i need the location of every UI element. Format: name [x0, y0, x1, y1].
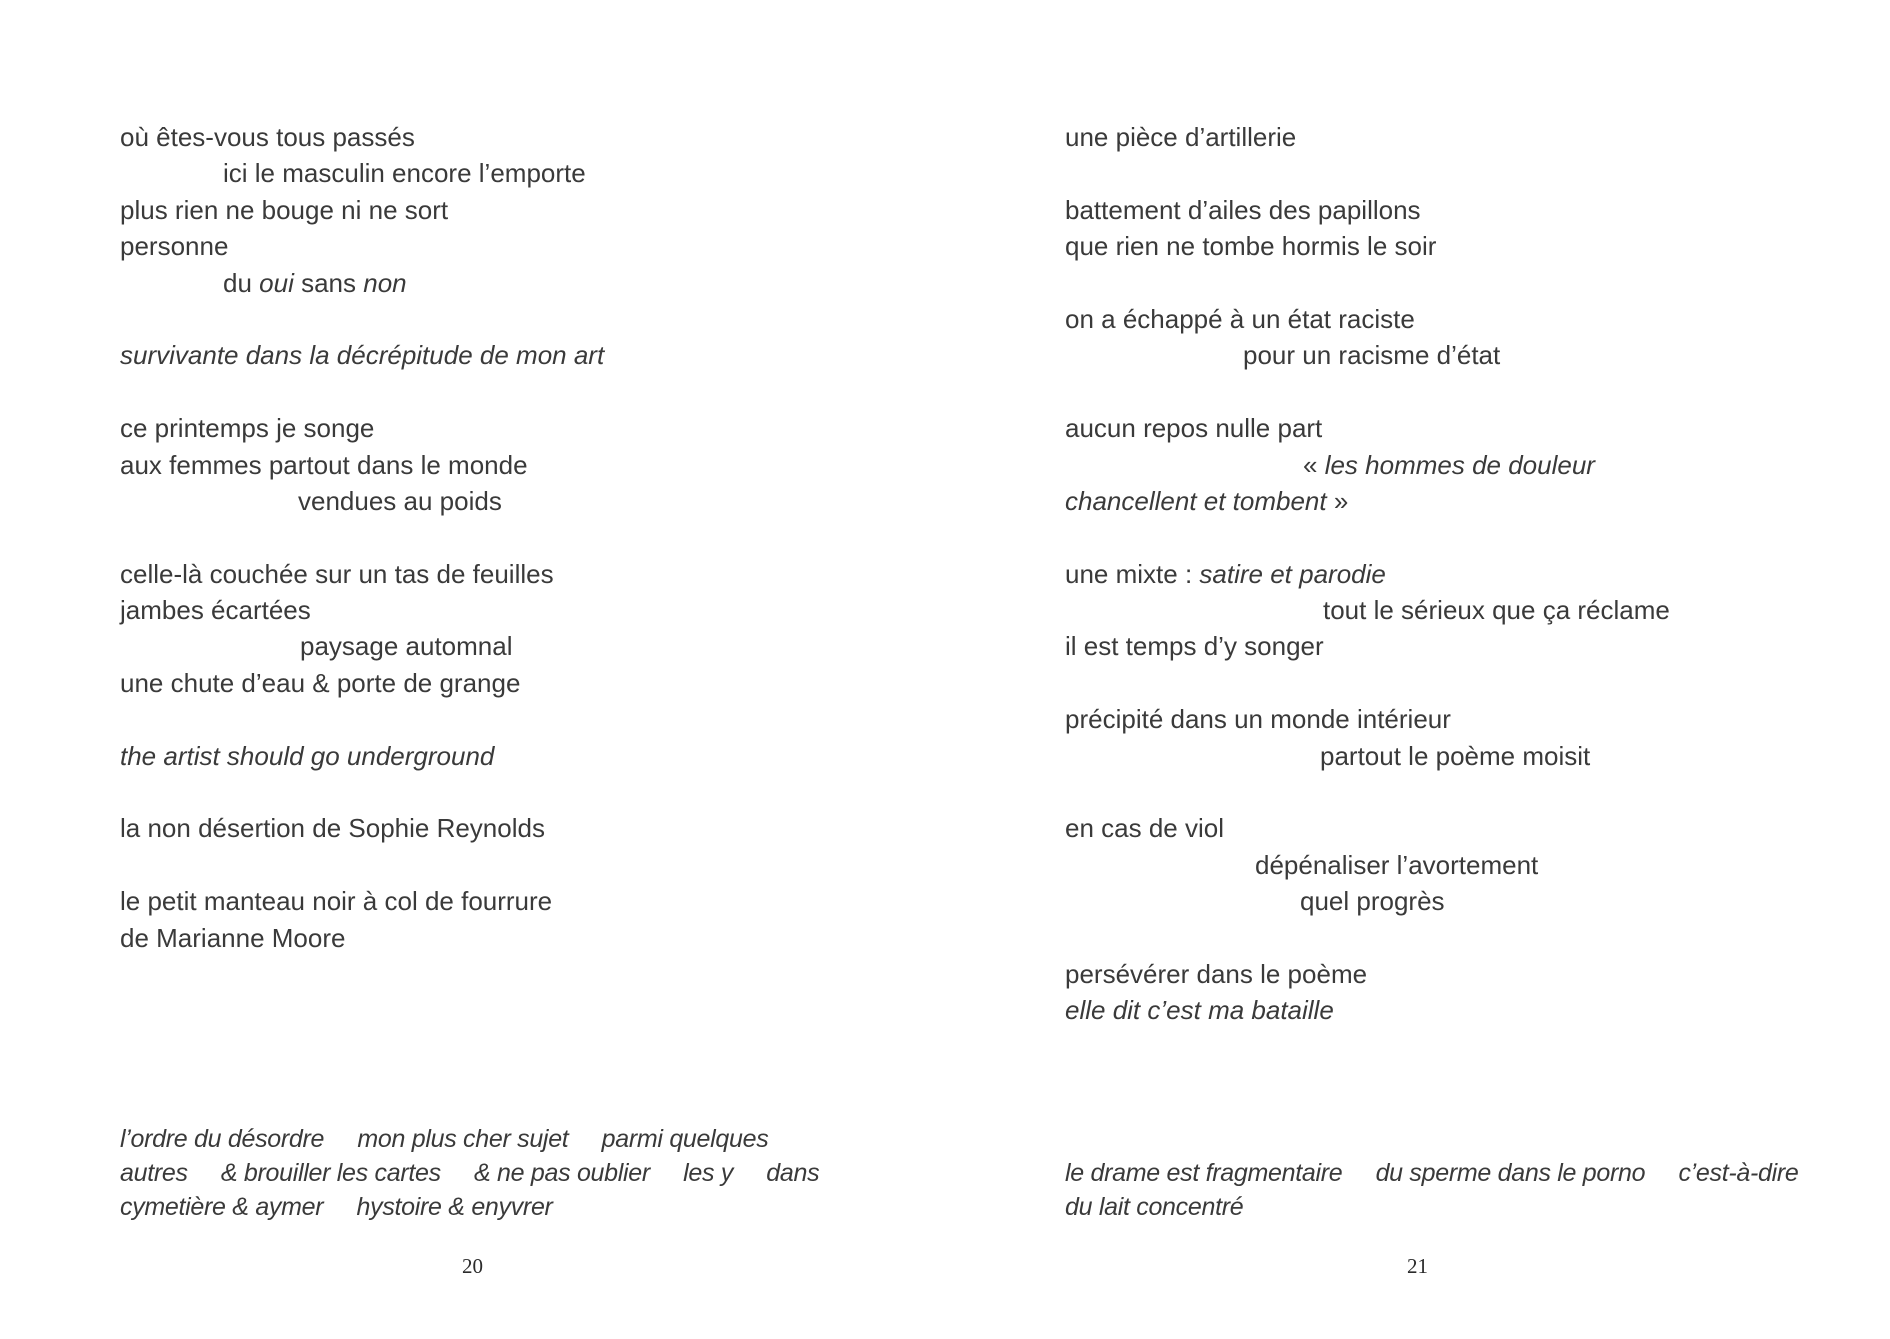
coda-line: cymetière & aymer hystoire & enyvrer	[120, 1193, 553, 1221]
poem-text-segment: le petit manteau noir à col de fourrure	[120, 886, 553, 917]
poem-text-segment: une mixte :	[1065, 558, 1200, 589]
blank-line	[120, 847, 860, 883]
poem-line	[1065, 483, 1845, 519]
poem-line	[1065, 228, 1845, 264]
poem-text-segment: non	[363, 267, 407, 298]
poem-text-segment: »	[1326, 485, 1349, 516]
poem-text-segment: persévérer dans le poème	[1065, 958, 1368, 989]
poem-text-segment: tout le sérieux que ça réclame	[1323, 595, 1670, 626]
poem-line	[120, 738, 860, 774]
poem-line	[120, 337, 860, 373]
poem-line	[120, 410, 860, 446]
left-page-coda-block	[120, 1122, 819, 1224]
poem-text-segment: battement d’ailes des papillons	[1065, 194, 1421, 225]
poem-line	[1065, 119, 1845, 155]
right-page-text-block	[1065, 119, 1845, 1029]
poem-text-segment: où êtes-vous tous passés	[120, 122, 415, 152]
poem-line	[1065, 992, 1845, 1028]
poem-line	[1320, 738, 1845, 774]
poem-line	[120, 556, 860, 592]
poem-line	[1065, 810, 1845, 846]
poem-text-segment: partout le poème moisit	[1320, 740, 1591, 771]
poem-text-segment: pour un racisme d’état	[1243, 340, 1501, 371]
poem-text-segment: la non désertion de Sophie Reynolds	[120, 813, 545, 844]
poem-text-segment: personne	[120, 231, 229, 262]
poem-line	[298, 483, 860, 519]
poem-line	[1065, 628, 1845, 664]
poem-text-segment: aux femmes partout dans le monde	[120, 449, 528, 480]
poem-text-segment: ce printemps je songe	[120, 413, 375, 444]
poem-line	[1323, 592, 1845, 628]
poem-text-segment: the artist should go underground	[120, 740, 495, 771]
poem-text-segment: une pièce d’artillerie	[1065, 122, 1297, 152]
poem-text-segment: vendues au poids	[298, 485, 502, 516]
poem-line	[300, 628, 860, 664]
blank-line	[1065, 774, 1845, 810]
poem-line	[120, 447, 860, 483]
poem-text-segment: quel progrès	[1300, 886, 1445, 917]
poem-text-segment: dépénaliser l’avortement	[1255, 849, 1539, 880]
poem-line	[1243, 337, 1845, 373]
poem-text-segment: aucun repos nulle part	[1065, 413, 1323, 444]
poem-text-segment: de Marianne Moore	[120, 922, 346, 953]
poem-line	[1065, 956, 1845, 992]
poem-text-segment: sans	[293, 267, 364, 298]
poem-line	[1065, 410, 1845, 446]
poem-text-segment: les hommes de douleur	[1324, 449, 1595, 480]
poem-text-segment: satire et parodie	[1199, 558, 1386, 589]
poem-text-segment: précipité dans un monde intérieur	[1065, 704, 1451, 735]
poem-line	[223, 265, 860, 301]
poem-text-segment: chancellent et tombent	[1065, 485, 1327, 516]
poem-line	[120, 119, 860, 155]
coda-line: l’ordre du désordre mon plus cher sujet parmi quelques	[120, 1125, 769, 1153]
poem-text-segment: celle-là couchée sur un tas de feuilles	[120, 558, 554, 589]
poem-text-segment: on a échappé à un état raciste	[1065, 303, 1415, 334]
poem-line	[120, 810, 860, 846]
blank-line	[1065, 265, 1845, 301]
page-number-right: 21	[1407, 1254, 1428, 1278]
blank-line	[120, 374, 860, 410]
coda-line: autres & brouiller les cartes & ne pas oublier les y dans	[120, 1159, 820, 1187]
left-page-text-block	[120, 119, 860, 956]
blank-line	[1065, 519, 1845, 555]
poem-line	[120, 920, 860, 956]
blank-line	[1065, 155, 1845, 191]
poem-text-segment: plus rien ne bouge ni ne sort	[120, 194, 449, 225]
page-number-left: 20	[462, 1254, 483, 1278]
poem-line	[223, 155, 860, 191]
coda-line: le drame est fragmentaire du sperme dans le porno c’est-à-dire	[1065, 1159, 1799, 1187]
blank-line	[120, 701, 860, 737]
poem-line	[1065, 192, 1845, 228]
poem-line	[1303, 447, 1845, 483]
poem-line	[1300, 883, 1845, 919]
poem-text-segment: une chute d’eau & porte de grange	[120, 667, 521, 698]
poem-text-segment: survivante dans la décrépitude de mon art	[120, 340, 605, 371]
right-page-coda-block	[1065, 1156, 1799, 1224]
poem-text-segment: que rien ne tombe hormis le soir	[1065, 231, 1437, 262]
poem-line	[120, 192, 860, 228]
poem-text-segment: en cas de viol	[1065, 813, 1224, 844]
poem-text-segment: «	[1303, 449, 1325, 480]
blank-line	[1065, 374, 1845, 410]
poem-text-segment: oui	[259, 267, 294, 298]
poem-text-segment: ici le masculin encore l’emporte	[223, 158, 586, 189]
poem-text-segment: jambes écartées	[120, 595, 311, 626]
blank-line	[120, 774, 860, 810]
poem-text-segment: elle dit c’est ma bataille	[1065, 995, 1334, 1026]
blank-line	[120, 519, 860, 555]
poem-line	[1065, 301, 1845, 337]
poem-line	[120, 883, 860, 919]
poem-line	[1255, 847, 1845, 883]
blank-line	[120, 301, 860, 337]
poem-text-segment: il est temps d’y songer	[1065, 631, 1324, 662]
blank-line	[1065, 665, 1845, 701]
poem-line	[1065, 556, 1845, 592]
blank-line	[1065, 920, 1845, 956]
coda-line: du lait concentré	[1065, 1193, 1244, 1221]
poem-line	[120, 592, 860, 628]
poem-line	[1065, 701, 1845, 737]
poem-text-segment: du	[223, 267, 260, 298]
poem-line	[120, 228, 860, 264]
poem-line	[120, 665, 860, 701]
poem-text-segment: paysage automnal	[300, 631, 513, 662]
